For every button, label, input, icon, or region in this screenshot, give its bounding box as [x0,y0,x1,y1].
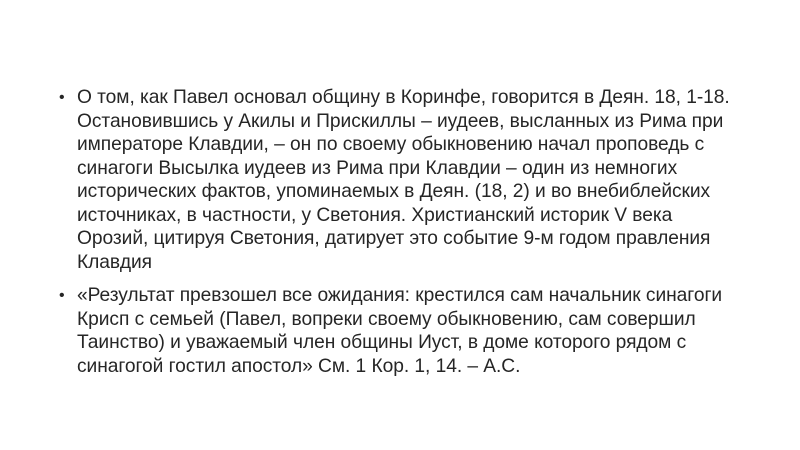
slide-content [57,86,747,388]
bullet-paragraph-corinth [57,86,747,274]
paragraph-text: «Результат превзошел все ожидания: крестился сам начальник синагоги Крисп с семьей (Павел, вопреки своему обыкновению, сам совершил Таинство) и уважаемый член общины Иуст, в доме которого рядом с синагогой гостил апостол» См. 1 Кор. 1, 14. – А.С. [77,285,723,377]
bullet-paragraph-quote [57,284,747,378]
paragraph-text: О том, как Павел основал общину в Коринфе, говорится в Деян. 18, 1-18. Остановившись у Акилы и Прискиллы – иудеев, высланных из Рима при императоре Клавдии, – он по своему обыкновению начал проповедь с синагоги Высылка иудеев из Рима при Клавдии – один из немногих исторических фактов, упоминаемых в Деян. (18, 2) и во внебиблейских источниках, в частности, у Светония. Христианский историк V века Орозий, цитируя Светония, датирует это событие 9-м годом правления Клавдия [77,87,730,273]
bullet-list [57,86,747,378]
bullet-icon: • [59,89,65,106]
bullet-icon: • [59,287,65,304]
